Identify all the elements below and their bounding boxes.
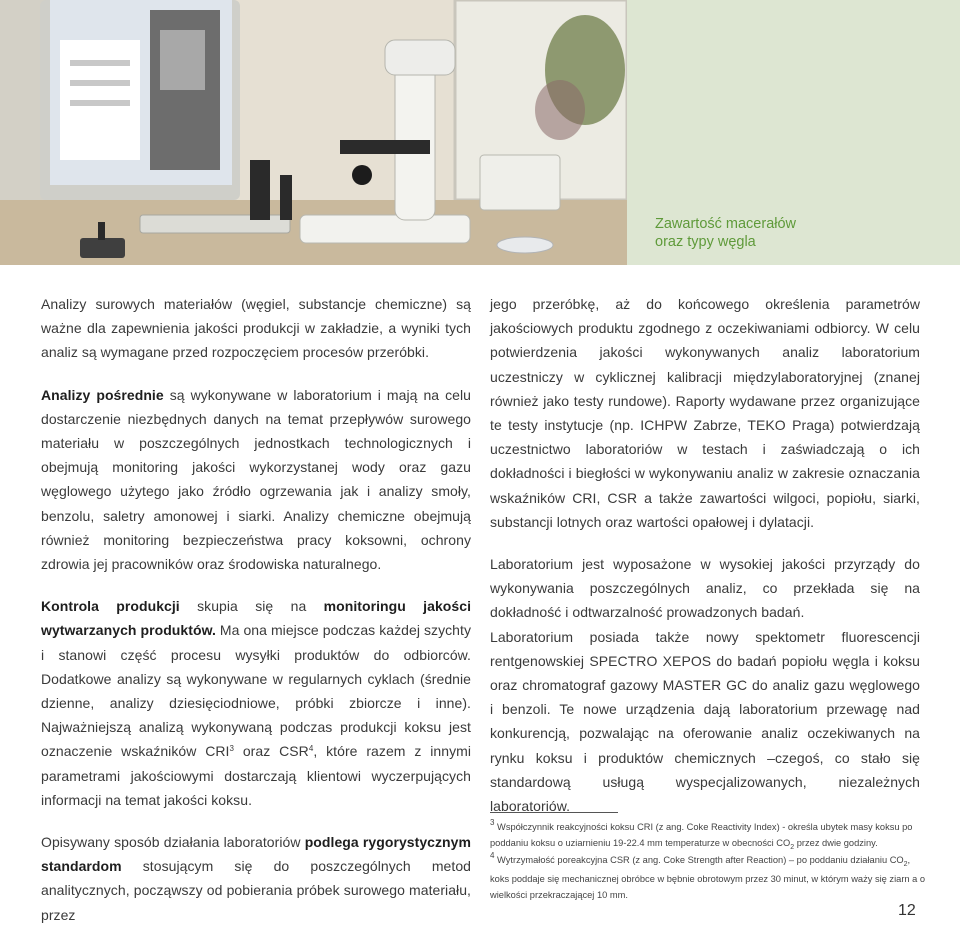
section-title-line-2: oraz typy węgla [655,234,756,250]
lab-photo [0,0,627,265]
footnote-text-end: , koks poddaje się mechanicznej obróbce w bębnie obrotowym przez 30 minut, w którym waży się ziarn a o wielkości przekraczającej 10 mm. [490,855,926,900]
footnote-number: 4 [490,851,495,860]
paragraph-intermediate-analyses [41,383,471,577]
footnote-divider [490,812,618,813]
text-run: są wykonywane w laboratorium i mają na celu dostarczenie niezbędnych danych na temat przepływów surowego materiału w poszczególnych jednostkach technologicznych i obejmują monitoring jakości wykorzystanej wody oraz gazu węglowego użytego jako źródło ogrzewania jak i analizy smoły, benzolu, saletry amonowej i siarki. Analizy chemiczne obejmują również monitoring bezpieczeństwa pracy koksowni, ochrony zdrowia jej pracowników oraz środowiska naturalnego. [41,386,471,573]
left-column [41,292,471,927]
footnote-text: Wytrzymałość poreakcyjna CSR (z ang. Coke Strength after Reaction) – po poddaniu działaniu CO [497,855,904,865]
footnote-3 [490,820,930,855]
paragraph-raw-materials: Analizy surowych materiałów (węgiel, substancje chemiczne) są ważne dla zapewnienia jakości produkcji w zakładzie, a wyniki tych analiz są wymagane przed rozpoczęciem procesów przeróbki. [41,296,471,361]
text-run: , które razem z innymi parametrami jakościowymi dostarczają klientowi wyczerpujących informacji na temat jakości koksu. [41,743,471,808]
footnote-ref-4: 4 [308,744,314,754]
paragraph-equipment: Laboratorium jest wyposażone w wysokiej jakości przyrządy do wykonywania poszczególnych analiz, co przekłada się na dokładność i odtwarzalność prowadzonych badań. [490,556,920,621]
bold-term: monitoringu jakości wytwarzanych produktów. [41,598,472,639]
subscript: 2 [790,843,795,851]
bold-term: Analizy pośrednie [41,386,164,403]
footnote-text: Współczynnik reakcyjności koksu CRI (z ang. Coke Reactivity Index) - określa ubytek masy koksu po poddaniu koksu o uziarnieniu 19-22.4 mm temperaturze w obecności CO [490,822,913,848]
lab-photo-illustration [0,0,627,265]
subscript: 2 [903,860,908,868]
bold-term: Kontrola produkcji [41,598,180,615]
text-run: skupia się na [179,598,324,615]
section-title-line-1: Zawartość macerałów [655,216,797,232]
text-run: oraz CSR [233,743,309,760]
paragraph-production-control [41,594,471,812]
paragraph-new-devices: Laboratorium posiada także nowy spektometr fluorescencji rentgenowskiej SPECTRO XEPOS do badań popiołu węgla i koksu oraz chromatograf gazowy MASTER GC do analiz gazu węglowego i benzoli. Te nowe urządzenia dają laboratorium przewagę nad konkurencją, pozwalając na oferowanie analiz oczekiwanych na rynku koksu i produktów chemicznych –czegoś, co stało się standardową usługą wyspecjalizowanych, niezależnych laboratoriów. [490,628,920,815]
footnote-ref-3: 3 [229,744,234,754]
footnote-4 [490,853,930,903]
right-column [490,292,920,818]
paragraph-calibration: jego przeróbkę, aż do końcowego określenia parametrów jakościowych produktu zgodnego z oczekiwaniami odbiorcy. W celu potwierdzenia jakości wykonywanych analiz laboratorium uczestniczy w cyklicznej kalibracji międzylaboratoryjnej (znanej również jako testy rundowe). Raporty wydawane przez organizujące te testy instytucje (np. ICHPW Zabrze, TEKO Praga) potwierdzają uczestnictwo laboratoriów w testach i zaświadczają o ich dokładności i biegłości w wykonywaniu analiz w zakresie oznaczania wskaźników CRI, CSR a także zawartości wilgoci, popiołu, siarki, substancji lotnych oraz wartości opałowej i dylatacji. [490,296,920,530]
footnote-text-end: przez dwie godziny. [794,837,878,848]
section-banner [627,0,960,265]
page-number: 12 [898,902,916,919]
text-run: Ma ona miejsce podczas każdej szychty i stanowi część procesu wysyłki produktów do odbiorców. Dodatkowe analizy są wykonywane w regularnych cyklach (średnie dzienne, analizy dziesięciodniowe, próbki zbiorcze i inne). Najważniejszą analizą wykonywaną podczas produkcji koksu jest oznaczenie wskaźników CRI [41,622,471,760]
text-run: Opisywany sposób działania laboratoriów [41,834,305,851]
bold-term: podlega rygorystycznym standardom [41,834,471,875]
text-run: stosującym się do poszczególnych metod analitycznych, począwszy od pobierania próbek surowego materiału, przez [41,858,471,923]
footnote-number: 3 [490,818,495,827]
paragraph-standards [41,830,471,927]
section-title [655,215,796,251]
